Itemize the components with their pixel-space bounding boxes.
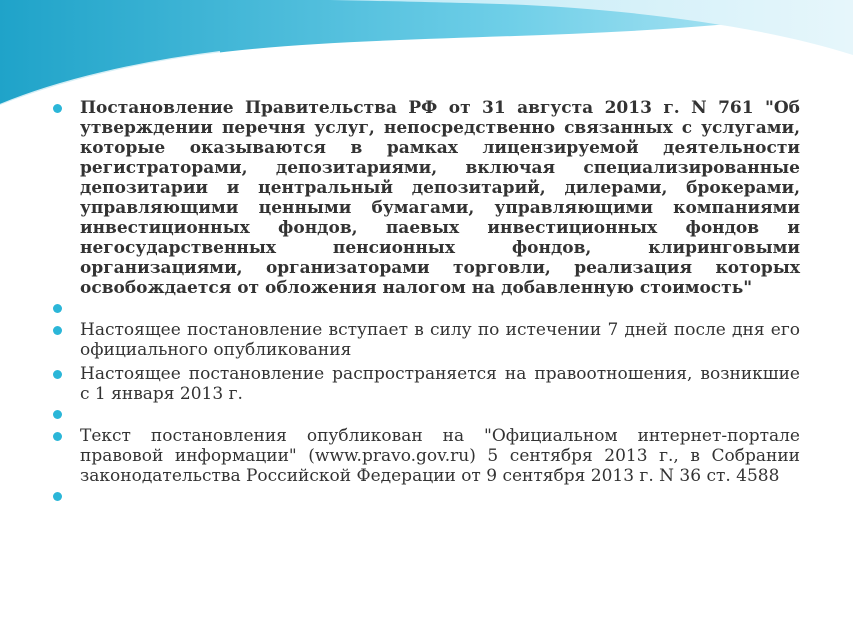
list-item-text: Настоящее постановление вступает в силу по истечении 7 дней после дня его официального опубликования <box>80 320 800 360</box>
bullet-icon <box>53 432 62 441</box>
list-item-text: Настоящее постановление распространяется на правоотношения, возникшие с 1 января 2013 г. <box>80 364 800 404</box>
list-item-text: Постановление Правительства РФ от 31 августа 2013 г. N 761 "Об утверждении перечня услуг, непосредственно связанных с услугами, которые оказываются в рамках лицензируемой деятельности регистраторами, депозитариями, включая специализированные депозитарии и центральный депозитарий, дилерами, брокерами, управляющими ценными бумагами, управляющими компаниями инвестиционных фондов, паевых инвестиционных фондов и негосударственных пенсионных фондов, клиринговыми организациями, организаторами торговли, реализация которых освобождается от обложения налогом на добавленную стоимость" <box>80 98 800 298</box>
bullet-list <box>48 98 800 508</box>
list-item <box>48 364 800 404</box>
list-item <box>48 486 800 508</box>
bullet-icon <box>53 410 62 419</box>
bullet-icon <box>53 304 62 313</box>
list-item-text: Текст постановления опубликован на "Официальном интернет-портале правовой информации" (www.pravo.gov.ru) 5 сентября 2013 г., в Собрании законодательства Российской Федерации от 9 сентября 2013 г. N 36 ст. 4588 <box>80 426 800 486</box>
bullet-icon <box>53 370 62 379</box>
bullet-icon <box>53 492 62 501</box>
bullet-icon <box>53 326 62 335</box>
list-item <box>48 404 800 426</box>
list-item <box>48 298 800 320</box>
list-item <box>48 98 800 298</box>
header-wave-decoration <box>0 0 853 110</box>
list-item <box>48 320 800 360</box>
list-item <box>48 426 800 486</box>
bullet-icon <box>53 104 62 113</box>
